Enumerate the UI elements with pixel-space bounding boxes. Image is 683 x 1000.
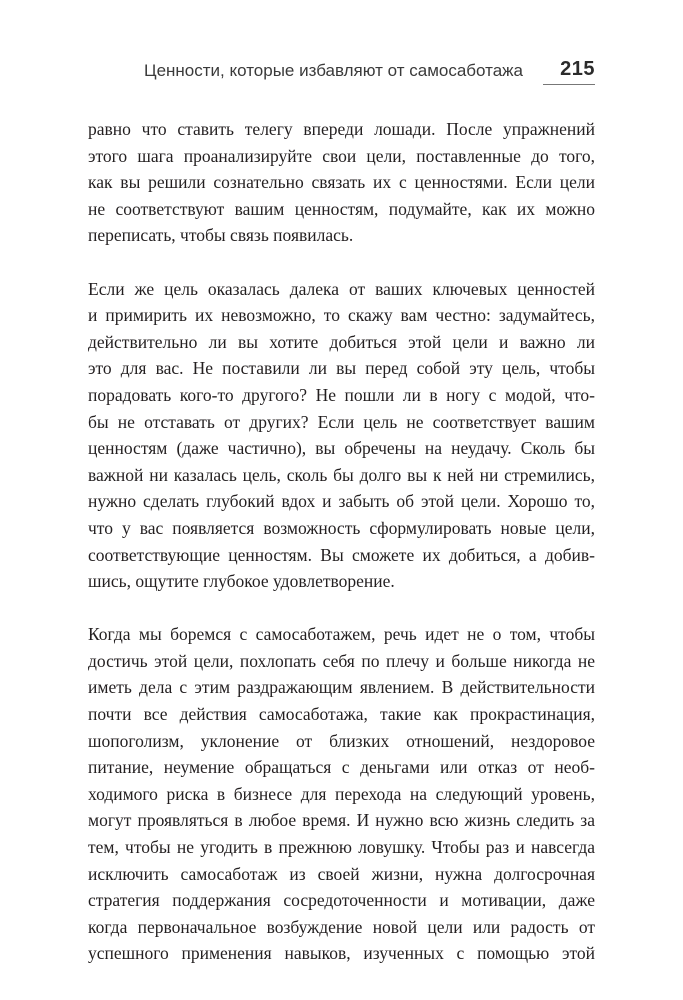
text-line: тем, чтобы не угодить в прежнюю ловушку. Чтобы раз и навсегда <box>88 837 595 858</box>
page-number: 215 <box>560 58 595 80</box>
text-line: что у вас появляется возможность сформулировать новые цели, <box>88 517 595 538</box>
text-line: стратегия поддержания сосредоточенности и мотивации, даже <box>88 890 595 911</box>
text-line: важной ни казалась цель, сколь бы долго вы к ней ни стремились, <box>88 464 595 485</box>
text-line: действительно ли вы хотите добиться этой цели и важно ли <box>88 331 595 352</box>
page-number-rule <box>543 84 595 85</box>
text-line: этого шага проанализируйте свои цели, поставленные до того, <box>88 145 595 166</box>
text-line: питание, неумение обращаться с деньгами или отказ от необ- <box>88 757 595 778</box>
paragraph <box>88 621 595 967</box>
body-text <box>88 116 595 994</box>
running-title: Ценности, которые избавляют от самосаботажа <box>144 61 523 80</box>
text-line: исключить самосаботаж из своей жизни, нужна долгосрочная <box>88 863 595 884</box>
text-line: успешного применения навыков, изученных с помощью этой <box>88 943 595 964</box>
text-line: Когда мы боремся с самосаботажем, речь идет не о том, чтобы <box>88 624 595 645</box>
text-line: шись, ощутите глубокое удовлетворение. <box>88 571 395 592</box>
text-line: могут проявляться в любое время. И нужно всю жизнь следить за <box>88 810 595 831</box>
text-line: бы не отставать от других? Если цель не соответствует вашим <box>88 411 595 432</box>
text-line: как вы решили сознательно связать их с ценностями. Если цели <box>88 172 595 193</box>
text-line: когда первоначальное возбуждение новой цели или радость от <box>88 916 595 937</box>
text-line: нужно сделать глубокий вдох и забыть об этой цели. Хорошо то, <box>88 491 595 512</box>
text-line: не соответствуют вашим ценностям, подумайте, как их можно <box>88 198 595 219</box>
text-line: переписать, чтобы связь появилась. <box>88 225 354 246</box>
text-line: Если же цель оказалась далека от ваших ключевых ценностей <box>88 278 595 299</box>
text-line: равно что ставить телегу впереди лошади. После упражнений <box>88 119 595 139</box>
text-line: достичь этой цели, похлопать себя по плечу и больше никогда не <box>88 650 595 671</box>
paragraph <box>88 276 595 595</box>
text-line: ходимого риска в бизнесе для перехода на следующий уровень, <box>88 783 595 804</box>
running-head <box>120 58 595 88</box>
text-line: шопоголизм, уклонение от близких отношений, нездоровое <box>88 730 595 751</box>
paragraph <box>88 116 595 249</box>
text-line: и примирить их невозможно, то скажу вам честно: задумайтесь, <box>88 305 595 326</box>
text-line: порадовать кого-то другого? Не пошли ли в ногу с модой, что- <box>88 384 595 405</box>
text-line: почти все действия самосаботажа, такие как прокрастинация, <box>88 704 595 725</box>
text-line: соответствующие ценностям. Вы сможете их добиться, а добив- <box>88 544 595 565</box>
text-line: это для вас. Не поставили ли вы перед собой эту цель, чтобы <box>88 358 595 379</box>
text-line: иметь дела с этим раздражающим явлением. В действительности <box>88 677 595 698</box>
text-line: ценностям (даже частично), вы обречены на неудачу. Сколь бы <box>88 438 595 459</box>
